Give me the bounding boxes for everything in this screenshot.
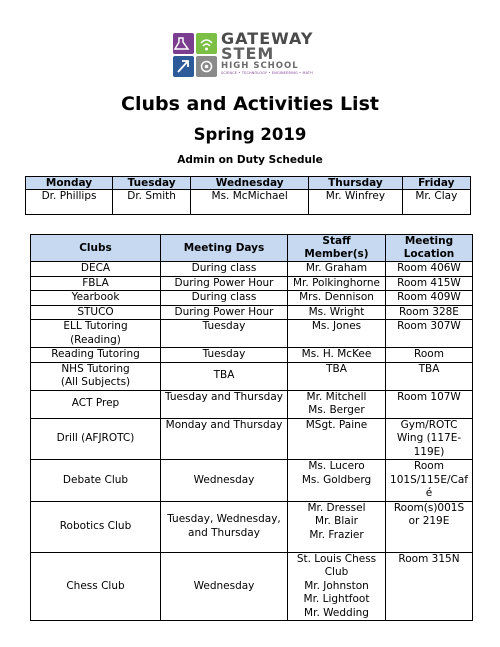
clubs-header-row	[31, 235, 473, 262]
clubs-table-body	[31, 262, 473, 621]
club-name-cell: Reading Tutoring	[31, 348, 161, 363]
duty-schedule-table	[25, 176, 471, 215]
staff-cell: Ms. Jones	[288, 320, 386, 348]
stem-logo-icon	[173, 33, 217, 77]
duty-day-header: Tuesday	[113, 177, 191, 190]
logo-wordmark	[221, 31, 313, 76]
duty-admin-cell: Mr. Winfrey	[309, 190, 402, 215]
duty-admin-cell: Ms. McMichael	[191, 190, 309, 215]
meeting-days-cell: During class	[161, 262, 288, 277]
staff-cell: St. Louis Chess Club Mr. Johnston Mr. Lightfoot Mr. Wedding	[288, 552, 386, 621]
staff-cell: Ms. Wright	[288, 305, 386, 320]
club-name-cell: STUCO	[31, 305, 161, 320]
staff-cell: Mrs. Dennison	[288, 291, 386, 306]
table-row	[31, 418, 473, 460]
meeting-days-cell: Wednesday	[161, 552, 288, 621]
duty-admin-cell: Dr. Smith	[113, 190, 191, 215]
table-row	[31, 276, 473, 291]
location-cell: TBA	[386, 362, 473, 390]
staff-cell: Ms. H. McKee	[288, 348, 386, 363]
club-name-cell: Chess Club	[31, 552, 161, 621]
meeting-days-cell: During Power Hour	[161, 276, 288, 291]
meeting-days-cell: Wednesday	[161, 460, 288, 502]
club-name-cell: FBLA	[31, 276, 161, 291]
staff-cell: Ms. Lucero Ms. Goldberg	[288, 460, 386, 502]
meeting-days-cell: Tuesday	[161, 320, 288, 348]
logo-line-high-school: HIGH SCHOOL	[221, 61, 299, 71]
duty-admin-row	[26, 190, 471, 215]
table-row	[31, 291, 473, 306]
location-cell: Room 107W	[386, 390, 473, 418]
table-row	[31, 552, 473, 621]
location-cell: Room 415W	[386, 276, 473, 291]
location-column-header: Meeting Location	[386, 235, 473, 262]
meeting-days-cell: During Power Hour	[161, 305, 288, 320]
location-cell: Room(s)001S or 219E	[386, 501, 473, 552]
table-row	[31, 501, 473, 552]
club-name-cell: Robotics Club	[31, 501, 161, 552]
meeting-days-cell: Tuesday	[161, 348, 288, 363]
logo-line-gateway: GATEWAY	[221, 29, 314, 48]
location-cell: Room	[386, 348, 473, 363]
staff-cell: MSgt. Paine	[288, 418, 386, 460]
table-row	[31, 262, 473, 277]
table-row	[31, 305, 473, 320]
staff-cell: Mr. Graham	[288, 262, 386, 277]
club-name-cell: ELL Tutoring (Reading)	[31, 320, 161, 348]
location-cell: Gym/ROTC Wing (117E- 119E)	[386, 418, 473, 460]
duty-day-header: Thursday	[309, 177, 402, 190]
location-cell: Room 406W	[386, 262, 473, 277]
clubs-table	[30, 234, 473, 621]
club-name-cell: Debate Club	[31, 460, 161, 502]
duty-day-header: Wednesday	[191, 177, 309, 190]
meeting-days-column-header: Meeting Days	[161, 235, 288, 262]
page-title: Clubs and Activities List	[121, 93, 379, 115]
duty-header-row	[26, 177, 471, 190]
table-row	[31, 390, 473, 418]
table-row	[31, 460, 473, 502]
page-subtitle: Spring 2019	[193, 125, 307, 144]
meeting-days-cell: TBA	[161, 362, 288, 390]
table-row	[31, 348, 473, 363]
logo-line-stem: STEM	[221, 44, 275, 63]
location-cell: Room 409W	[386, 291, 473, 306]
duty-admin-cell: Mr. Clay	[402, 190, 470, 215]
school-logo	[173, 31, 323, 81]
logo-tagline: SCIENCE • TECHNOLOGY • ENGINEERING • MATH	[221, 71, 313, 75]
staff-cell: TBA	[288, 362, 386, 390]
club-name-cell: NHS Tutoring (All Subjects)	[31, 362, 161, 390]
duty-day-header: Monday	[26, 177, 113, 190]
staff-cell: Mr. Dressel Mr. Blair Mr. Frazier	[288, 501, 386, 552]
meeting-days-cell: During class	[161, 291, 288, 306]
location-cell: Room 307W	[386, 320, 473, 348]
table-row	[31, 320, 473, 348]
club-name-cell: Drill (AFJROTC)	[31, 418, 161, 460]
location-cell: Room 101S/115E/Caf é	[386, 460, 473, 502]
location-cell: Room 328E	[386, 305, 473, 320]
table-row	[31, 362, 473, 390]
location-cell: Room 315N	[386, 552, 473, 621]
clubs-column-header: Clubs	[31, 235, 161, 262]
duty-day-header: Friday	[402, 177, 470, 190]
staff-cell: Mr. Mitchell Ms. Berger	[288, 390, 386, 418]
club-name-cell: ACT Prep	[31, 390, 161, 418]
staff-column-header: Staff Member(s)	[288, 235, 386, 262]
club-name-cell: DECA	[31, 262, 161, 277]
staff-cell: Mr. Polkinghorne	[288, 276, 386, 291]
duty-admin-cell: Dr. Phillips	[26, 190, 113, 215]
meeting-days-cell: Tuesday, Wednesday, and Thursday	[161, 501, 288, 552]
meeting-days-cell: Monday and Thursday	[161, 418, 288, 460]
club-name-cell: Yearbook	[31, 291, 161, 306]
meeting-days-cell: Tuesday and Thursday	[161, 390, 288, 418]
duty-schedule-heading: Admin on Duty Schedule	[177, 154, 323, 166]
